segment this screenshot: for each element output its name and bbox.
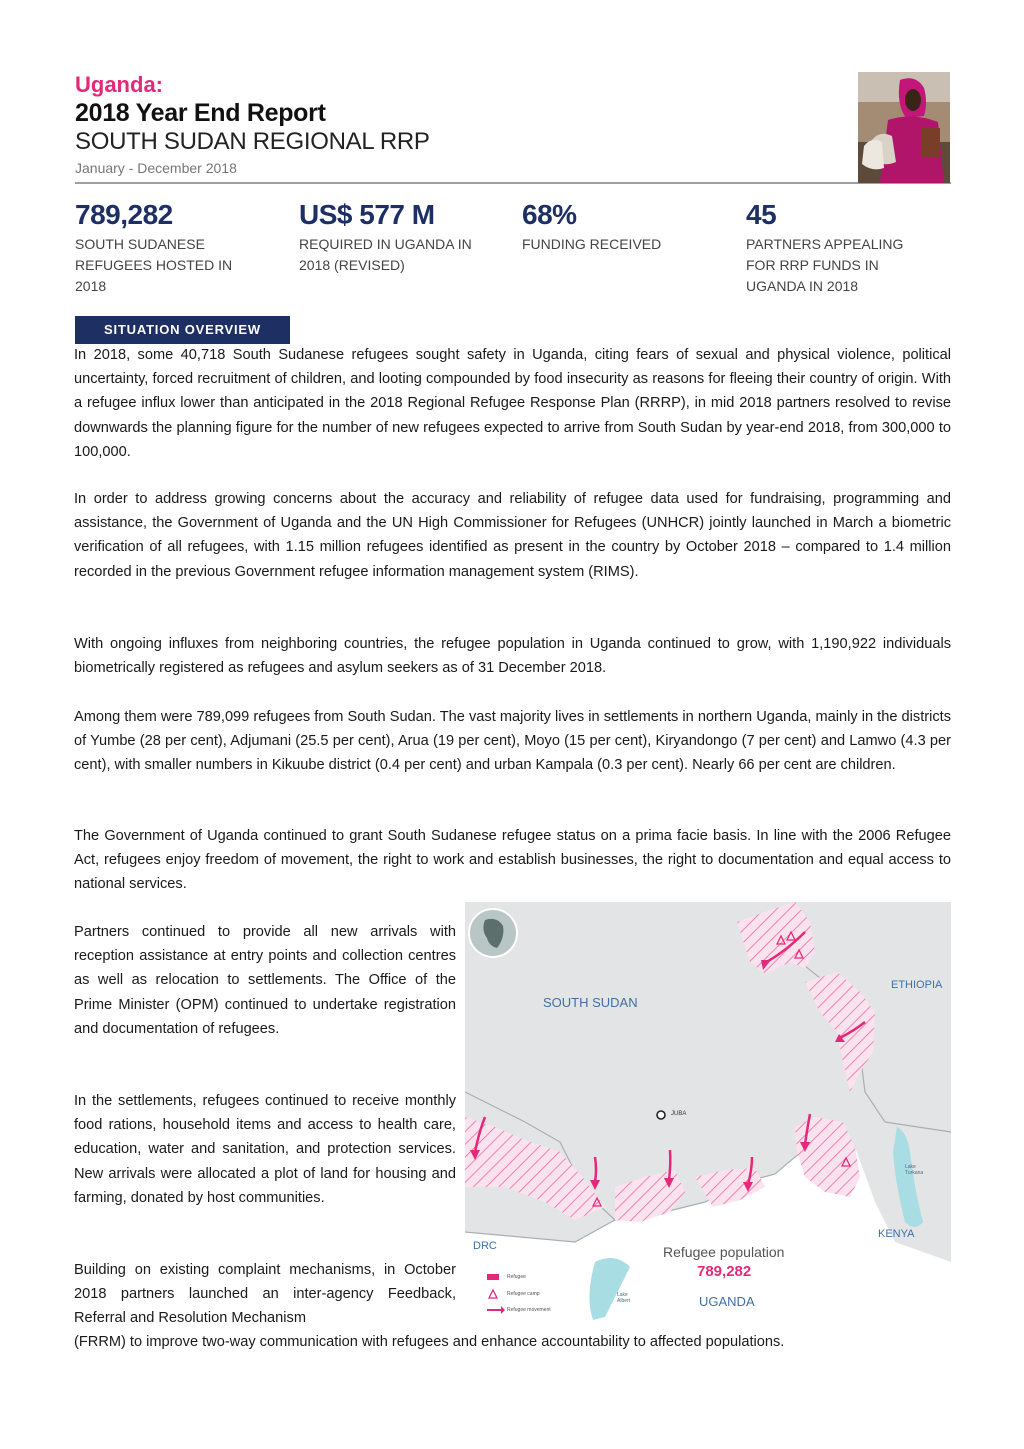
paragraph-distribution: Among them were 789,099 refugees from South Sudan. The vast majority lives in settlements in northern Uganda, mainly in the districts of Yumbe (28 per cent), Adjumani (25.5 per cent), Arua (19 per cent), Moyo (15 per cent), Kiryandongo (7 per cent) and Lamwo (4.3 per cent), with smaller numbers in Kikuube district (0.4 per cent) and urban Kampala (0.3 per cent). Nearly 66 per cent are children. (74, 709, 951, 774)
header-divider (75, 182, 951, 184)
paragraph-influx: With ongoing influxes from neighboring countries, the refugee population in Uganda continued to grow, with 1,190,922 individuals biometrically registered as refugees and asylum seekers as of 31 December 2018. (74, 636, 951, 677)
key-figure-label: PARTNERS APPEALING FOR RRP FUNDS IN UGANDA IN 2018 (746, 236, 904, 294)
key-figure-partners (746, 198, 956, 297)
paragraph-reception: Partners continued to provide all new arrivals with reception assistance at entry points and collection centres as well as relocation to settlements. The Office of the Prime Minister (OPM) continued to undertake registration and documentation of refugees. (74, 924, 456, 1037)
country-title: Uganda: (75, 72, 163, 97)
key-figure-label: FUNDING RECEIVED (522, 236, 662, 252)
map-population-label: Refugee population (663, 1244, 785, 1260)
map-label-lake-albert: Lake Albert (617, 1292, 631, 1304)
key-figure-label: SOUTH SUDANESE REFUGEES HOSTED IN 2018 (75, 236, 233, 294)
cover-photo (858, 72, 950, 183)
paragraph-frrm: Building on existing complaint mechanisms, in October 2018 partners launched an inter-agency Feedback, Referral and Resolution Mechanism (74, 1262, 456, 1327)
key-figure-value: 68% (522, 199, 577, 230)
key-figure-label: REQUIRED IN UGANDA IN 2018 (REVISED) (299, 236, 472, 273)
key-figure-funding (522, 198, 732, 255)
legend-item-movement: Refugee movement (507, 1307, 551, 1313)
paragraph-verification: In order to address growing concerns about the accuracy and reliability of refugee data used for fundraising, programming and assistance, the Government of Uganda and the UN High Commissioner for Refugees (UNHCR) jointly launched in March a biometric verification of all refugees, with 1.15 million refugees identified as present in the country by October 2018 – compared to 1.4 million recorded in the previous Government refugee information management system (RIMS). (74, 491, 951, 580)
map-label-juba: JUBA (671, 1111, 687, 1117)
map-label-south-sudan: SOUTH SUDAN (543, 995, 638, 1010)
map-label-uganda: UGANDA (699, 1294, 755, 1309)
key-figure-value: US$ 577 M (299, 199, 435, 230)
paragraph-intro: In 2018, some 40,718 South Sudanese refugees sought safety in Uganda, citing fears of sexual and physical violence, political uncertainty, forced recruitment of children, and looting compounded by food insecurity as reasons for fleeing their country of origin. With a refugee influx lower than anticipated in the 2018 Regional Refugee Response Plan (RRRP), in mid 2018 partners resolved to revise downwards the planning figure for the number of new refugees expected to arrive from South Sudan by year-end 2018, from 300,000 to 100,000. (74, 347, 951, 460)
refugee-map (465, 902, 951, 1320)
paragraph-frrm-cont: (FRRM) to improve two-way communication with refugees and enhance accountability to affected populations. (74, 1334, 785, 1350)
map-label-kenya: KENYA (878, 1228, 915, 1240)
key-figure-refugees (75, 198, 285, 297)
key-figure-value: 789,282 (75, 199, 173, 230)
paragraph-settlements: In the settlements, refugees continued to receive monthly food rations, household items and access to health care, education, water and sanitation, and protection services. New arrivals were allocated a plot of land for housing and farming, donated by host communities. (74, 1093, 456, 1206)
report-title: 2018 Year End Report (75, 99, 326, 127)
map-label-ethiopia: ETHIOPIA (891, 979, 943, 991)
key-figure-value: 45 (746, 199, 777, 230)
paragraph-prima-facie: The Government of Uganda continued to grant South Sudanese refugee status on a prima facie basis. In line with the 2006 Refugee Act, refugees enjoy freedom of movement, the right to work and establish businesses, the right to documentation and equal access to national services. (74, 828, 951, 893)
map-population-value: 789,282 (697, 1263, 752, 1280)
key-figure-required (299, 198, 509, 276)
legend-item-refugee: Refugee (507, 1274, 526, 1280)
map-label-drc: DRC (473, 1240, 497, 1252)
section-heading: SITUATION OVERVIEW (75, 316, 290, 344)
report-period: January - December 2018 (75, 160, 237, 176)
plan-title: SOUTH SUDAN REGIONAL RRP (75, 128, 430, 155)
report-header (75, 72, 855, 178)
map-label-lake-turkana: Lake Turkana (905, 1164, 924, 1176)
legend-item-camp: Refugee camp (507, 1291, 540, 1297)
